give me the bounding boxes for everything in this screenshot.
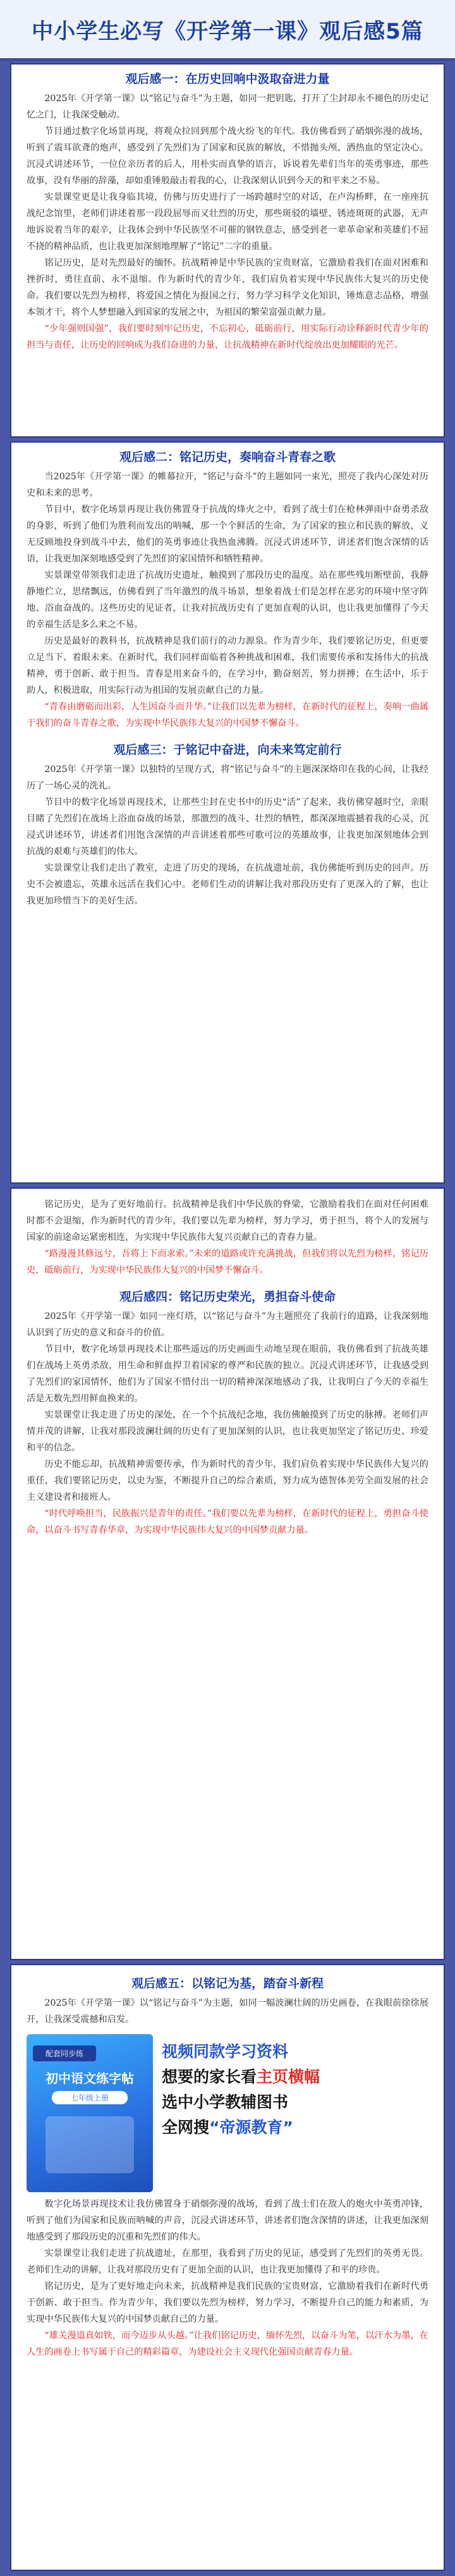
promo-line-1: 视频同款学习资料 — [162, 2042, 289, 2061]
essay-panel-3 — [11, 1189, 444, 1959]
paragraph: 数字化场景再现技术让我仿佛置身于硝烟弥漫的战场，看到了战士们在敌人的炮火中英勇冲锋，听到了他们为国家和民族而呐喊的声音，沉浸式讲述环节，讲述者们饱含深情的讲述，让我更加深刻地感受到了那段历史的沉重和先烈们的伟大。 — [27, 2199, 428, 2242]
essay-panel-1 — [11, 64, 444, 436]
paragraph: 历史不能忘却，抗战精神需要传承，作为新时代的青少年，我们肩负着实现中华民族伟大复兴的重任，我们要铭记历史，以史为鉴，不断提升自己的综合素质，努力成为德智体美劳全面发展的社会主义建设者和接班人。 — [27, 1459, 428, 1502]
paragraph: 2025年《开学第一课》以独特的呈现方式，将“铭记与奋斗”的主题深深烙印在我的心间，让我经历了一场心灵的洗礼。 — [27, 764, 428, 791]
promo-line-2: 想要的家长看主页横幅 — [162, 2068, 320, 2086]
quote-paragraph: “青春由磨砺而出彩，人生因奋斗而升华。”让我们以先辈为榜样，在新时代的征程上，奏响一曲属于我们的奋斗青春之歌，为实现中华民族伟大复兴的中国梦不懈奋斗。 — [27, 702, 428, 728]
paragraph: 铭记历史，是对先烈最好的缅怀。抗战精神是中华民族的宝贵财富，它激励着我们在面对困难和挫折时，勇往直前、永不退缩。作为新时代的青少年，我们肩负着实现中华民族伟大复兴的历史使命。我们要以先烈为榜样，将爱国之情化为报国之行，努力学习科学文化知识，锤炼意志品格，增强本领才干，将个人梦想融入到国家的发展之中，为祖国的繁荣富强贡献力量。 — [27, 258, 428, 317]
paragraph: 节目中，数字化场景再现技术让那些遥远的历史画面生动地呈现在眼前，我仿佛看到了抗战英雄们在战场上英勇杀敌，用生命和鲜血捍卫着国家的尊严和民族的独立。沉浸式讲述环节，让我感受到了先烈们的家国情怀，他们为了国家不惜付出一切的精神深深地感动了我，让我明白了今天的幸福生活是无数先烈用鲜血换来的。 — [27, 1344, 428, 1404]
quote-paragraph: “路漫漫其修远兮，吾将上下而求索。”未来的道路或许充满挑战，但我们将以先烈为榜样，铭记历史，砥砺前行，为实现中华民族伟大复兴的中国梦不懈奋斗。 — [27, 1249, 428, 1275]
promo-banner[interactable] — [27, 2034, 428, 2192]
promo-line-3: 选中小学教辅图书 — [162, 2093, 289, 2111]
paragraph: 2025年《开学第一课》以“铭记与奋斗”为主题，如同一幅波澜壮阔的历史画卷，在我眼前徐徐展开，让我深受震撼和启发。 — [27, 1998, 428, 2025]
paragraph: 铭记历史，是为了更好地前行。抗战精神是我们中华民族的脊梁，它激励着我们在面对任何困难时都不会退缩，作为新时代的青少年，我们要以先辈为榜样，努力学习，勇于担当，将个人的发展与国家的前途命运紧密相连，为实现中华民族伟大复兴贡献自己的青春力量。 — [27, 1199, 428, 1242]
essay-panel-4 — [11, 1965, 444, 2570]
promo-text — [162, 2034, 320, 2140]
page-header — [0, 0, 455, 61]
paragraph: 节目中的数字化场景再现技术，让那些尘封在史书中的历史“活”了起来，我仿佛穿越时空，亲眼目睹了先烈们在战场上浴血奋战的场景，那激烈的战斗、壮烈的牺牲，都深深地震撼着我的心灵，沉浸式讲述环节，讲述者们用饱含深情的声音讲述着那些可歌可泣的英雄故事，让我更加深刻地体会到抗战的艰难与英雄们的伟大。 — [27, 797, 428, 857]
section-title-2: 观后感二：铭记历史，奏响奋斗青春之歌 — [119, 450, 336, 464]
quote-paragraph: “少年强则国强”，我们要时刻牢记历史，不忘初心，砥砺前行，用实际行动诠释新时代青少年的担当与责任，让历史的回响成为我们奋进的力量，让抗战精神在新时代绽放出更加耀眼的光芒。 — [27, 324, 428, 350]
book-cover-image[interactable] — [27, 2034, 153, 2192]
section-title-1: 观后感一：在历史回响中汲取奋进力量 — [125, 72, 330, 86]
paragraph: 实景课堂让我们走出了教室，走进了历史的现场，在抗战遗址前，我仿佛能听到历史的回声。历史不会被遗忘，英雄永远活在我们心中。老师们生动的讲解让我对那段历史有了更深入的了解，也让我更加珍惜当下的美好生活。 — [27, 863, 428, 906]
page-title: 中小学生必写《开学第一课》观后感5篇 — [32, 18, 423, 44]
paragraph: 2025年《开学第一课》如同一座灯塔，以“铭记与奋斗”为主题照亮了我前行的道路，让我深刻地认识到了历史的意义和奋斗的价值。 — [27, 1311, 428, 1338]
section-title-5: 观后感五：以铭记为基，踏奋斗新程 — [131, 1977, 324, 1990]
paragraph: 实景课堂更是让我身临其境，仿佛与历史进行了一场跨越时空的对话，在卢沟桥畔，在一座座抗战纪念馆里，老师们讲述着那一段段屈辱而又壮烈的历史，那些斑驳的墙壁、锈迹斑斑的武器，无声地诉说着当年的艰辛，让我体会到中华民族坚不可摧的钢铁意志，感受到老一辈革命家和英雄们不屈不挠的精神品质，也让我更加深刻地理解了“铭记”二字的重量。 — [27, 192, 428, 252]
paragraph: 节目通过数字化场景再现，将观众拉回到那个战火纷飞的年代。我仿佛看到了硝烟弥漫的战场，听到了震耳欲聋的炮声，感受到了先烈们为了国家和民族的解放，不惜抛头颅、洒热血的坚定决心。沉浸式讲述环节，一位位亲历者的后人，用朴实而真挚的语言，诉说着先辈们当年的英勇事迹，那些故事，没有华丽的辞藻，却如重锤般敲击着我的心，让我深刻认识到今天的和平来之不易。 — [27, 126, 428, 186]
paragraph: 节目中，数字化场景再现让我仿佛置身于抗战的烽火之中，看到了战士们在枪林弹雨中奋勇杀敌的身影，听到了他们为胜利而发出的呐喊，那一个个鲜活的生命，为了国家的独立和民族的解放，义无反顾地投身到战斗中去，他们的英勇事迹让我热血沸腾。沉浸式讲述环节，讲述者们饱含深情的话语，让我更加深刻地感受到了先烈们的家国情怀和牺牲精神。 — [27, 505, 428, 564]
paragraph: 实景课堂让我们走进了抗战遗址，在那里，我看到了历史的见证，感受到了先烈们的英勇无畏。老师们生动的讲解，让我对那段历史有了更加全面的认识，也让我更加懂得了和平的珍贵。 — [27, 2248, 428, 2275]
paragraph: 2025年《开学第一课》以“铭记与奋斗”为主题，如同一把钥匙，打开了尘封却永不褪色的历史记忆之门，让我深受触动。 — [27, 94, 428, 120]
essay-panel-2 — [11, 443, 444, 1182]
promo-line-4: 全网搜“帝源教育” — [162, 2118, 293, 2137]
paragraph: 铭记历史，是为了更好地走向未来，抗战精神是我们民族的宝贵财富，它激励着我们在新时代勇于创新、敢于担当。作为青少年，我们要以先烈为榜样，努力学习，不断提升自己的能力和素质，为实现中华民族伟大复兴的中国梦贡献自己的力量。 — [27, 2281, 428, 2324]
book-tag: 配套同步练 — [33, 2045, 96, 2061]
section-title-4: 观后感四：铭记历史荣光，勇担奋斗使命 — [119, 1290, 336, 1304]
quote-paragraph: “时代呼唤担当，民族振兴是青年的责任。”我们要以先辈为榜样，在新时代的征程上，勇担奋斗使命，以奋斗书写青春华章，为实现中华民族伟大复兴的中国梦贡献力量。 — [27, 1509, 428, 1535]
section-title-3: 观后感三：于铭记中奋进，向未来笃定前行 — [113, 743, 342, 757]
book-illustration — [46, 2116, 134, 2173]
paragraph: 当2025年《开学第一课》的帷幕拉开，“铭记与奋斗”的主题如同一束光，照亮了我内心深处对历史和未来的思考。 — [27, 472, 428, 498]
paragraph: 历史是最好的教科书，抗战精神是我们前行的动力源泉。作为青少年，我们要铭记历史，但更要立足当下、着眼未来。在新时代，我们同样面临着各种挑战和困难，我们需要传承和发扬伟大的抗战精神，勇于创新、敢于担当。青春是用来奋斗的，在学习中，勤奋刻苦，努力拼搏；在生活中，乐于助人，积极进取，用实际行动为祖国的发展贡献自己的力量。 — [27, 636, 428, 696]
quote-paragraph: “雄关漫道真如铁，而今迈步从头越。”让我们铭记历史，缅怀先烈，以奋斗为笔，以汗水为墨，在人生的画卷上书写属于自己的精彩篇章，为建设社会主义现代化强国贡献青春力量。 — [27, 2331, 428, 2357]
paragraph: 实景课堂让我走进了历史的深处，在一个个抗战纪念地，我仿佛触摸到了历史的脉搏。老师们声情并茂的讲解，让我对那段波澜壮阔的历史有了更加深刻的认识，也让我更加坚定了铭记历史、珍爱和平的信念。 — [27, 1410, 428, 1453]
paragraph: 实景课堂带领我们走进了抗战历史遗址，触摸到了那段历史的温度。站在那些残垣断壁前，我静静地伫立，思绪飘远，仿佛看到了当年激烈的战斗场景，想象着战士们是怎样在恶劣的环境中坚守阵地、浴血奋战的。这些历史的见证者，让我对抗战历史有了更加直观的认识，也让我更加懂得了今天的幸福生活是多么来之不易。 — [27, 570, 428, 630]
book-subtitle: 七年级上册 — [52, 2091, 128, 2104]
book-title: 初中语文练字帖 — [46, 2071, 134, 2086]
